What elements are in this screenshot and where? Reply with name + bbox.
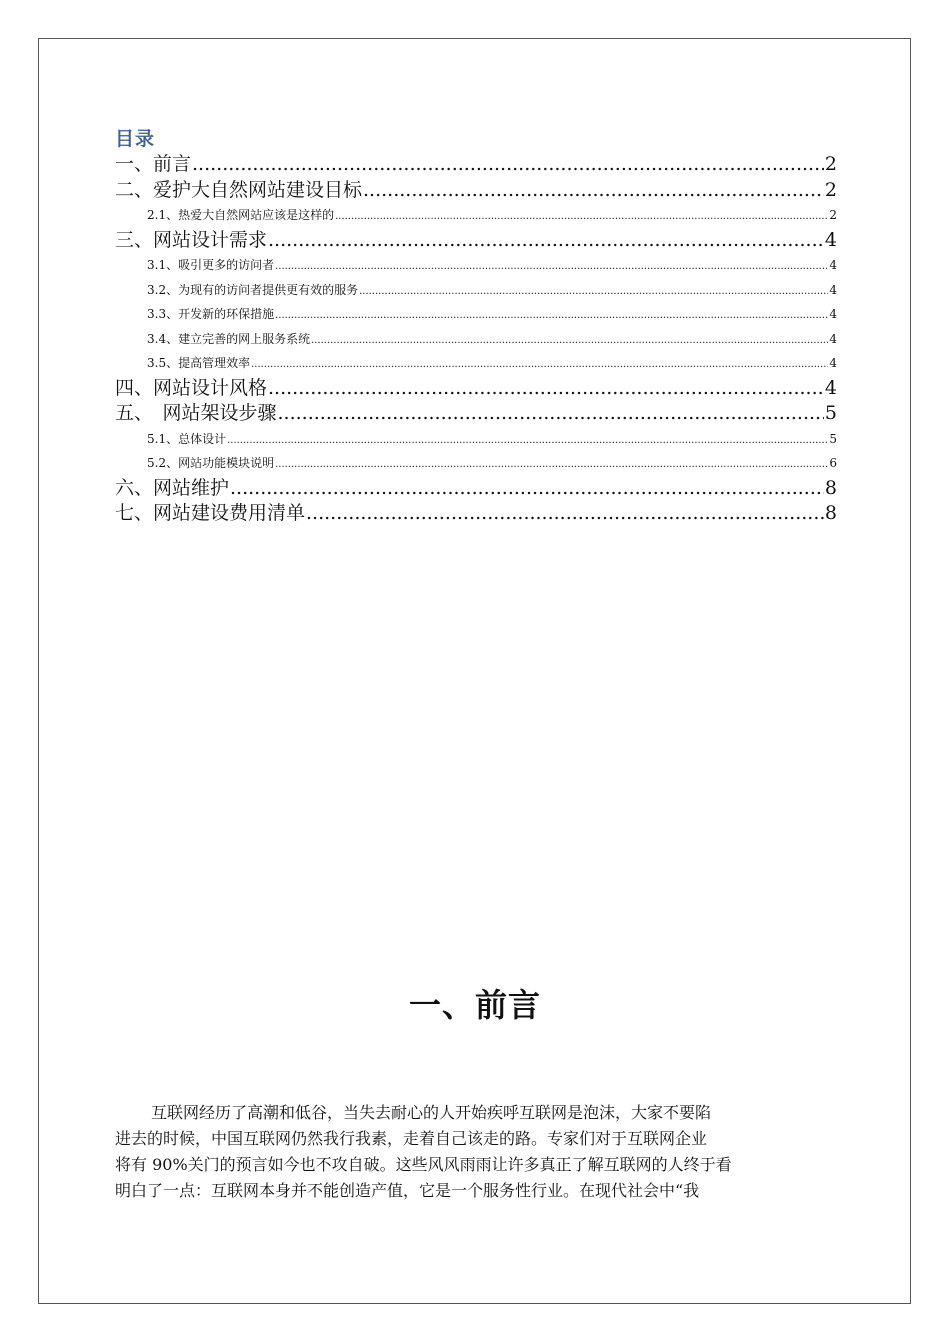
toc-entry[interactable]: [115, 376, 837, 402]
section-title: 一、前言: [408, 986, 541, 1024]
toc-subentry[interactable]: [115, 278, 837, 303]
toc-entry-title: 三、网站设计需求: [115, 228, 268, 251]
toc-entry-page: 4: [829, 356, 837, 370]
toc-entry-title: 5.2、网站功能模块说明: [147, 456, 275, 470]
toc-leader-dots: [359, 280, 828, 305]
toc-entry-title: 六、网站维护: [115, 476, 230, 499]
toc-subentry[interactable]: [115, 203, 837, 228]
toc-entry-title: 3.4、建立完善的网上服务系统: [147, 331, 311, 346]
toc-entry-title: 一、前言: [115, 153, 192, 175]
toc-entry-page: 5: [829, 431, 837, 446]
toc-entry-page: 8: [824, 502, 837, 524]
toc-subentry[interactable]: [115, 427, 837, 452]
toc-entry-page: 2: [824, 178, 837, 201]
toc-leader-dots: [275, 255, 828, 280]
toc-leader-dots: [363, 178, 824, 204]
toc-entry-title: 3.1、吸引更多的访问者: [147, 258, 275, 272]
toc-entry-title: 5.1、总体设计: [147, 431, 227, 446]
toc-leader-dots: [251, 353, 828, 378]
toc-subentry[interactable]: [115, 351, 837, 376]
toc-entry-page: 4: [829, 258, 837, 272]
toc-entry-title: 3.5、提高管理效率: [147, 356, 251, 370]
toc-leader-dots: [275, 304, 828, 329]
toc-leader-dots: [335, 205, 828, 230]
toc-leader-dots: [192, 152, 824, 178]
toc-subentry[interactable]: [115, 327, 837, 352]
toc-entry-page: 8: [824, 476, 837, 499]
toc-subentry[interactable]: [115, 302, 837, 327]
toc-subentry[interactable]: [115, 451, 837, 476]
toc-entry-page: 4: [829, 307, 837, 321]
toc-entry-title: 五、 网站架设步骤: [115, 402, 277, 424]
toc-leader-dots: [227, 429, 828, 454]
toc-entry-page: 6: [829, 456, 837, 470]
toc-entry-title: 四、网站设计风格: [115, 376, 268, 399]
toc-entry[interactable]: [115, 476, 837, 502]
toc-entry-title: 3.2、为现有的访问者提供更有效的服务: [147, 282, 359, 297]
toc-leader-dots: [311, 329, 828, 354]
toc-entry-title: 2.1、热爱大自然网站应该是这样的: [147, 208, 335, 222]
toc-entry-title: 3.3、开发新的环保措施: [147, 307, 275, 321]
body-paragraph: [115, 1100, 837, 1204]
toc-leader-dots: [230, 476, 824, 502]
paragraph-line: 进去的时候，中国互联网仍然我行我素，走着自己该走的路。专家们对于互联网企业: [115, 1129, 708, 1148]
table-of-contents: [115, 152, 837, 527]
paragraph-line: 互联网经历了高潮和低谷，当失去耐心的人开始疾呼互联网是泡沫，大家不要陷: [151, 1103, 712, 1122]
toc-entry-page: 4: [829, 282, 837, 297]
toc-heading: 目录: [115, 128, 156, 150]
toc-entry-page: 2: [824, 153, 837, 175]
toc-subentry[interactable]: [115, 253, 837, 278]
toc-entry-title: 二、爱护大自然网站建设目标: [115, 178, 363, 201]
toc-entry[interactable]: [115, 501, 837, 527]
toc-entry-page: 2: [829, 208, 837, 222]
toc-entry[interactable]: [115, 178, 837, 204]
toc-entry[interactable]: [115, 152, 837, 178]
toc-leader-dots: [275, 453, 828, 478]
toc-leader-dots: [268, 228, 824, 254]
paragraph-line: 明白了一点：互联网本身并不能创造产值，它是一个服务性行业。在现代社会中“我: [115, 1181, 700, 1200]
toc-entry-title: 七、网站建设费用清单: [115, 502, 306, 524]
toc-leader-dots: [268, 376, 824, 402]
toc-entry[interactable]: [115, 401, 837, 427]
toc-leader-dots: [306, 501, 824, 527]
paragraph-line: 将有 90%关门的预言如今也不攻自破。这些风风雨雨让许多真正了解互联网的人终于看: [115, 1155, 732, 1174]
toc-leader-dots: [278, 401, 824, 427]
toc-entry-page: 5: [824, 402, 837, 424]
toc-entry[interactable]: [115, 228, 837, 254]
toc-entry-page: 4: [829, 331, 837, 346]
toc-entry-page: 4: [824, 376, 837, 399]
toc-entry-page: 4: [824, 228, 837, 251]
